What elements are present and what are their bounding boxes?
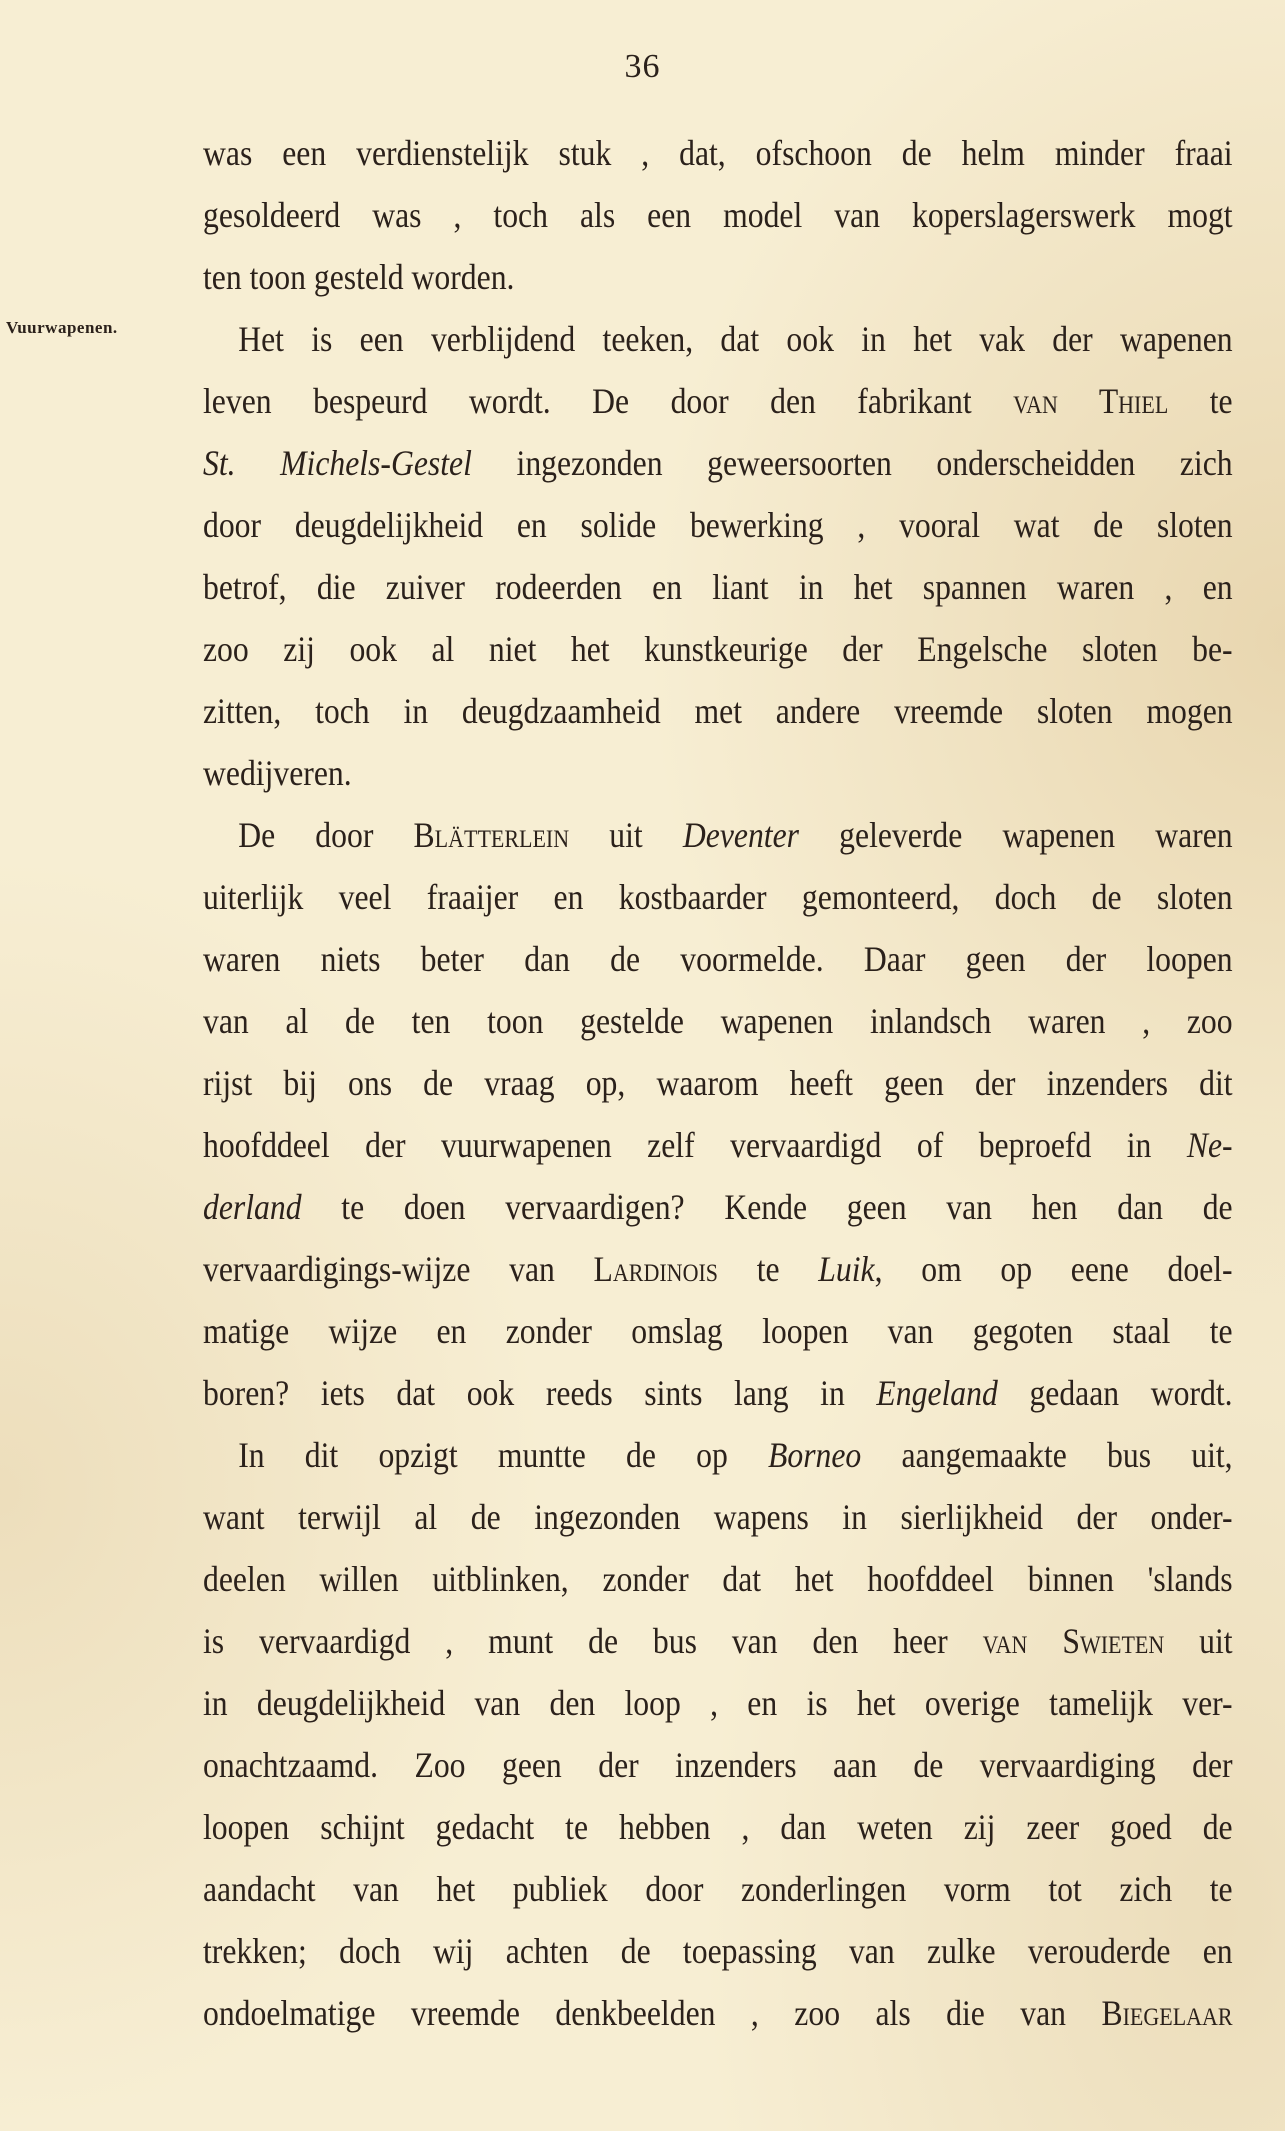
person-name: Lardinois [593, 1249, 719, 1289]
place-name: Ne- [1186, 1125, 1233, 1165]
text-line: trekken; doch wij achten de toepassing van zulke verouderde en [203, 1931, 1233, 1971]
text-line: ten toon gesteld worden. [203, 257, 515, 297]
body-text [203, 122, 1233, 2044]
place-name: derland [203, 1187, 302, 1227]
text-line: ondoelmatige vreemde denkbeelden , zoo als die van Biegelaar [203, 1993, 1233, 2033]
page-number: 36 [624, 48, 661, 85]
text-line: vervaardigings-wijze van Lardinois te Luik, om op eene doel- [203, 1249, 1233, 1289]
text-line: leven bespeurd wordt. De door den fabrikant van Thiel te [203, 381, 1233, 421]
text-line: zoo zij ook al niet het kunstkeurige der Engelsche sloten be- [203, 629, 1233, 669]
text-line: loopen schijnt gedacht te hebben , dan weten zij zeer goed de [203, 1807, 1233, 1847]
text-line: was een verdienstelijk stuk , dat, ofschoon de helm minder fraai [203, 133, 1233, 173]
person-name: Blätterlein [413, 815, 570, 855]
text-line: matige wijze en zonder omslag loopen van gegoten staal te [203, 1311, 1233, 1351]
text-line: gesoldeerd was , toch als een model van koperslagerswerk mogt [203, 195, 1233, 235]
text-line: van al de ten toon gestelde wapenen inlandsch waren , zoo [203, 1001, 1233, 1041]
text-line: deelen willen uitblinken, zonder dat het hoofddeel binnen 'slands [203, 1559, 1233, 1599]
text-line: St. Michels-Gestel ingezonden geweersoorten onderscheidden zich [203, 443, 1233, 483]
paragraph-start-line: De door Blätterlein uit Deventer geleverde wapenen waren [238, 815, 1233, 855]
text-line: rijst bij ons de vraag op, waarom heeft geen der inzenders dit [203, 1063, 1233, 1103]
person-name: van Swieten [982, 1621, 1165, 1661]
place-name: Luik [818, 1249, 875, 1289]
text-line: boren? iets dat ook reeds sints lang in Engeland gedaan wordt. [203, 1373, 1233, 1413]
paragraph-start-line: In dit opzigt muntte de op Borneo aangemaakte bus uit, [238, 1435, 1233, 1475]
text-line: wedijveren. [203, 753, 352, 793]
margin-note: Vuurwapenen. [6, 318, 118, 337]
text-line: zitten, toch in deugdzaamheid met andere vreemde sloten mogen [203, 691, 1233, 731]
text-line: derland te doen vervaardigen? Kende geen van hen dan de [203, 1187, 1233, 1227]
place-name: Engeland [876, 1373, 998, 1413]
person-name: van Thiel [1013, 381, 1169, 421]
text-line: want terwijl al de ingezonden wapens in sierlijkheid der onder- [203, 1497, 1233, 1537]
text-line: in deugdelijkheid van den loop , en is het overige tamelijk ver- [203, 1683, 1233, 1723]
person-name: Biegelaar [1101, 1993, 1233, 2033]
text-line: uiterlijk veel fraaijer en kostbaarder gemonteerd, doch de sloten [203, 877, 1233, 917]
text-line: aandacht van het publiek door zonderlingen vorm tot zich te [203, 1869, 1233, 1909]
text-line: waren niets beter dan de voormelde. Daar geen der loopen [203, 939, 1233, 979]
text-line: hoofddeel der vuurwapenen zelf vervaardigd of beproefd in Ne- [203, 1125, 1233, 1165]
place-name: Deventer [682, 815, 799, 855]
place-name: St. Michels-Gestel [203, 443, 472, 483]
text-line: is vervaardigd , munt de bus van den heer van Swieten uit [203, 1621, 1233, 1661]
text-line: door deugdelijkheid en solide bewerking , vooral wat de sloten [203, 505, 1233, 545]
paragraph-start-line: Het is een verblijdend teeken, dat ook in het vak der wapenen [238, 319, 1233, 359]
text-line: betrof, die zuiver rodeerden en liant in het spannen waren , en [203, 567, 1233, 607]
place-name: Borneo [768, 1435, 862, 1475]
text-line: onachtzaamd. Zoo geen der inzenders aan de vervaardiging der [203, 1745, 1233, 1785]
